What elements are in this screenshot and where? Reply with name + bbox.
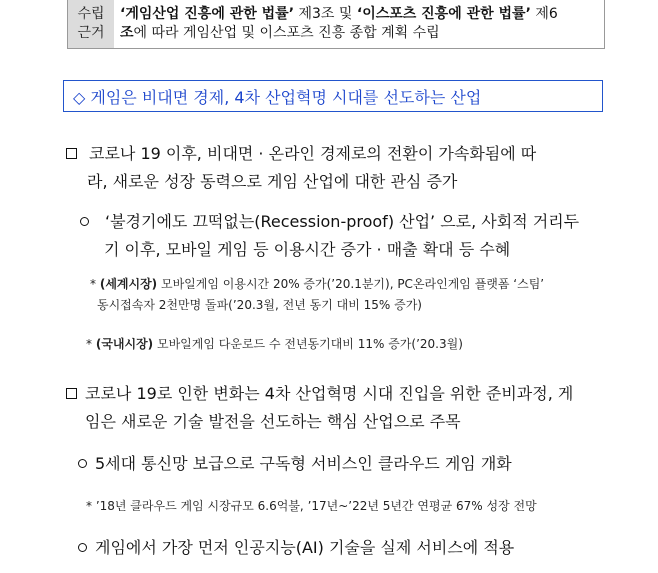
law-article-tail: 제6 <box>530 6 558 22</box>
ai-adoption-text: 게임에서 가장 먼저 인공지능(AI) 기술을 실제 서비스에 적용 <box>95 538 515 557</box>
section1-sub-line2: 기 이후, 모바일 게임 등 이용시간 증가 · 매출 확대 등 수혜 <box>104 240 511 259</box>
headline-banner <box>63 80 603 112</box>
law-name-esports: ‘이스포츠 진흥에 관한 법률’ <box>356 6 531 22</box>
global-market-line2: 동시접속자 2천만명 돌파(’20.3월, 전년 동기 대비 15% 증가) <box>97 298 422 312</box>
note-star: * <box>90 277 100 291</box>
cloud-gaming-text: 5세대 통신망 보급으로 구독형 서비스인 클라우드 게임 개화 <box>95 454 512 473</box>
circle-bullet-icon <box>78 459 87 468</box>
law-name-game: ‘게임산업 진흥에 관한 법률’ <box>120 6 295 22</box>
legal-basis-text <box>114 0 604 48</box>
section1-paragraph <box>66 140 626 196</box>
label-line-1: 수립 <box>77 6 105 22</box>
label-line-2: 근거 <box>77 25 105 41</box>
cloud-market-text: * ’18년 클라우드 게임 시장규모 6.6억불, ’17년~’22년 5년간 연평균 67% 성장 전망 <box>86 499 537 513</box>
note-star: * <box>86 337 96 351</box>
global-market-line1: 모바일게임 이용시간 20% 증가(’20.1분기), PC온라인게임 플랫폼 ‘스팀’ <box>157 277 545 291</box>
section1-line2: 라, 새로운 성장 동력으로 게임 산업에 대한 관심 증가 <box>87 172 458 191</box>
headline-text: ◇ 게임은 비대면 경제, 4차 산업혁명 시대를 선도하는 산업 <box>73 87 482 107</box>
section1-sub-line1: ‘불경기에도 끄떡없는(Recession-proof) 산업’ 으로, 사회적 거리두 <box>105 212 580 231</box>
law-connector: 제3조 및 <box>294 6 357 22</box>
square-bullet-icon <box>66 148 77 159</box>
legal-basis-description: 에 따라 게임산업 및 이스포츠 진흥 종합 계획 수립 <box>133 25 440 41</box>
section2-line2: 임은 새로운 기술 발전을 선도하는 핵심 산업으로 주목 <box>85 412 461 431</box>
law-article-lead: 조 <box>120 25 134 41</box>
square-bullet-icon <box>66 388 77 399</box>
circle-bullet-icon <box>80 217 89 226</box>
domestic-market-note <box>86 334 606 355</box>
section1-line1: 코로나 19 이후, 비대면 · 온라인 경제로의 전환이 가속화됨에 따 <box>89 144 537 163</box>
global-market-tag: (세계시장) <box>99 277 158 291</box>
legal-basis-box <box>67 0 605 49</box>
legal-basis-label <box>68 0 114 48</box>
section2-line1: 코로나 19로 인한 변화는 4차 산업혁명 시대 진입을 위한 준비과정, 게 <box>85 384 574 403</box>
domestic-market-text: 모바일게임 다운로드 수 전년동기대비 11% 증가(’20.3월) <box>153 337 463 351</box>
section1-sub-paragraph <box>80 208 620 264</box>
cloud-market-note <box>86 496 626 517</box>
domestic-market-tag: (국내시장) <box>95 337 154 351</box>
global-market-note <box>90 274 610 316</box>
circle-bullet-icon <box>78 543 87 552</box>
ai-adoption-item <box>78 534 618 562</box>
section2-paragraph <box>66 380 626 436</box>
cloud-gaming-item <box>78 450 618 478</box>
